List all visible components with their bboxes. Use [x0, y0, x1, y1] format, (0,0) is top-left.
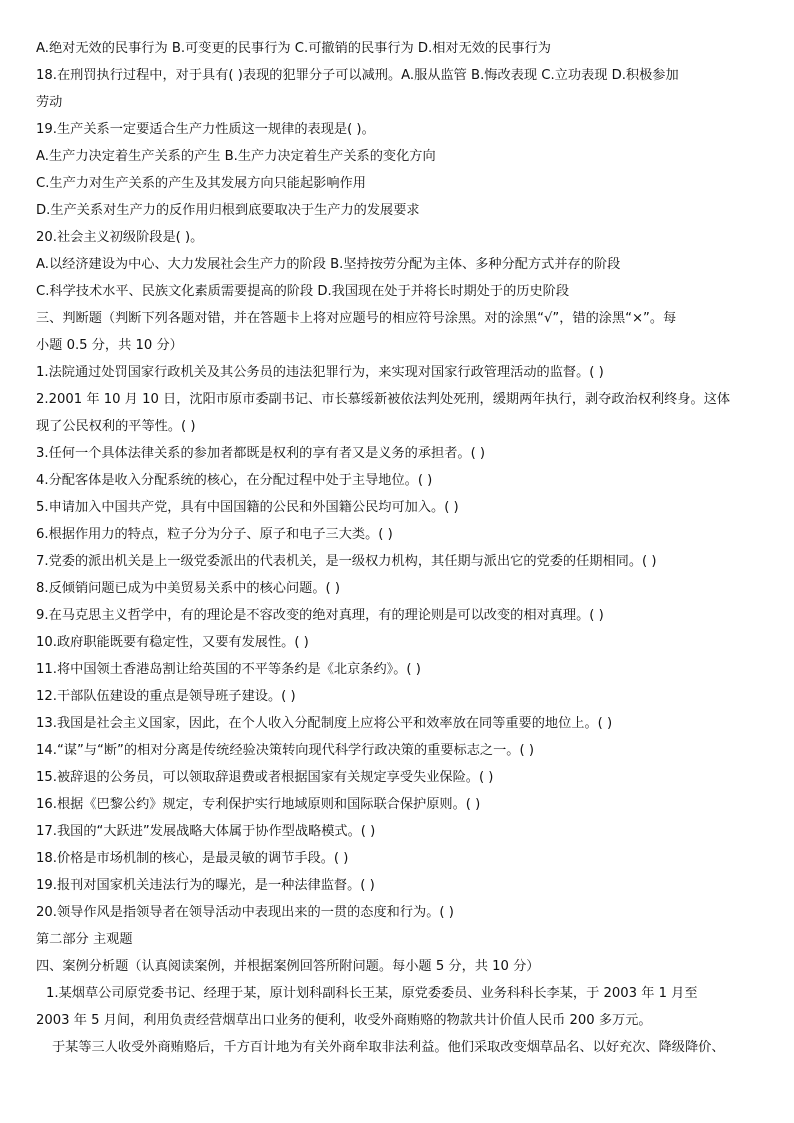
- judgement-5: 5.申请加入中国共产党，具有中国国籍的公民和外国籍公民均可加入。( ): [36, 500, 459, 515]
- judgement-11: 11.将中国领土香港岛割让给英国的不平等条约是《北京条约》。( ): [36, 662, 421, 677]
- judgement-15: 15.被辞退的公务员，可以领取辞退费或者根据国家有关规定享受失业保险。( ): [36, 770, 494, 785]
- option-line-20-ab: A.以经济建设为中心、大力发展社会生产力的阶段 B.坚持按劳分配为主体、多种分配方式并存的阶段: [36, 257, 621, 272]
- judgement-12: 12.干部队伍建设的重点是领导班子建设。( ): [36, 689, 296, 704]
- option-line-17: A.绝对无效的民事行为 B.可变更的民事行为 C.可撤销的民事行为 D.相对无效的民事行为: [36, 41, 551, 56]
- judgement-7: 7.党委的派出机关是上一级党委派出的代表机关，是一级权力机构，其任期与派出它的党委的任期相同。( ): [36, 554, 657, 569]
- judgement-17: 17.我国的“大跃进”发展战略大体属于协作型战略模式。( ): [36, 824, 376, 839]
- option-line-19-ab: A.生产力决定着生产关系的产生 B.生产力决定着生产关系的变化方向: [36, 149, 436, 164]
- judgement-19: 19.报刊对国家机关违法行为的曝光，是一种法律监督。( ): [36, 878, 375, 893]
- document-page: [36, 35, 766, 1061]
- question-18-cont: 劳动: [36, 95, 63, 110]
- question-20: 20.社会主义初级阶段是( )。: [36, 230, 204, 245]
- section-heading-3-cont: 小题 0.5 分，共 10 分）: [36, 338, 183, 353]
- judgement-1: 1.法院通过处罚国家行政机关及其公务员的违法犯罪行为，来实现对国家行政管理活动的监督。( ): [36, 365, 604, 380]
- option-line-19-c: C.生产力对生产关系的产生及其发展方向只能起影响作用: [36, 176, 366, 191]
- judgement-10: 10.政府职能既要有稳定性，又要有发展性。( ): [36, 635, 309, 650]
- judgement-2: 2.2001 年 10 月 10 日，沈阳市原市委副书记、市长慕绥新被依法判处死刑，缓期两年执行，剥夺政治权利终身。这体: [36, 392, 731, 407]
- question-18: 18.在刑罚执行过程中，对于具有( )表现的犯罪分子可以减刑。A.服从监管 B.悔改表现 C.立功表现 D.积极参加: [36, 68, 679, 83]
- judgement-14: 14.“谋”与“断”的相对分离是传统经验决策转向现代科学行政决策的重要标志之一。( ): [36, 743, 534, 758]
- judgement-8: 8.反倾销问题已成为中美贸易关系中的核心问题。( ): [36, 581, 340, 596]
- option-line-19-d: D.生产关系对生产力的反作用归根到底要取决于生产力的发展要求: [36, 203, 420, 218]
- judgement-3: 3.任何一个具体法律关系的参加者都既是权利的享有者又是义务的承担者。( ): [36, 446, 486, 461]
- case-paragraph-1-cont: 2003 年 5 月间，利用负责经营烟草出口业务的便利，收受外商贿赂的物款共计价值人民币 200 多万元。: [36, 1013, 652, 1028]
- section-heading-4: 四、案例分析题（认真阅读案例，并根据案例回答所附问题。每小题 5 分，共 10 分）: [36, 959, 540, 974]
- part-two-heading: 第二部分 主观题: [36, 932, 133, 947]
- judgement-2-cont: 现了公民权利的平等性。( ): [36, 419, 196, 434]
- judgement-6: 6.根据作用力的特点，粒子分为分子、原子和电子三大类。( ): [36, 527, 393, 542]
- option-line-20-cd: C.科学技术水平、民族文化素质需要提高的阶段 D.我国现在处于并将长时期处于的历史阶段: [36, 284, 570, 299]
- judgement-4: 4.分配客体是收入分配系统的核心，在分配过程中处于主导地位。( ): [36, 473, 433, 488]
- judgement-20: 20.领导作风是指领导者在领导活动中表现出来的一贯的态度和行为。( ): [36, 905, 454, 920]
- judgement-13: 13.我国是社会主义国家，因此，在个人收入分配制度上应将公平和效率放在同等重要的地位上。( ): [36, 716, 613, 731]
- case-paragraph-1: 1.某烟草公司原党委书记、经理于某，原计划科副科长王某，原党委委员、业务科科长李某，于 2003 年 1 月至: [46, 986, 698, 1001]
- judgement-16: 16.根据《巴黎公约》规定，专利保护实行地域原则和国际联合保护原则。( ): [36, 797, 481, 812]
- case-paragraph-2: 于某等三人收受外商贿赂后，千方百计地为有关外商牟取非法利益。他们采取改变烟草品名、以好充次、降级降价、: [52, 1040, 725, 1055]
- judgement-18: 18.价格是市场机制的核心，是最灵敏的调节手段。( ): [36, 851, 349, 866]
- judgement-9: 9.在马克思主义哲学中，有的理论是不容改变的绝对真理，有的理论则是可以改变的相对真理。( ): [36, 608, 604, 623]
- section-heading-3: 三、判断题（判断下列各题对错，并在答题卡上将对应题号的相应符号涂黑。对的涂黑“√”，错的涂黑“×”。每: [36, 311, 677, 326]
- question-19: 19.生产关系一定要适合生产力性质这一规律的表现是( )。: [36, 122, 375, 137]
